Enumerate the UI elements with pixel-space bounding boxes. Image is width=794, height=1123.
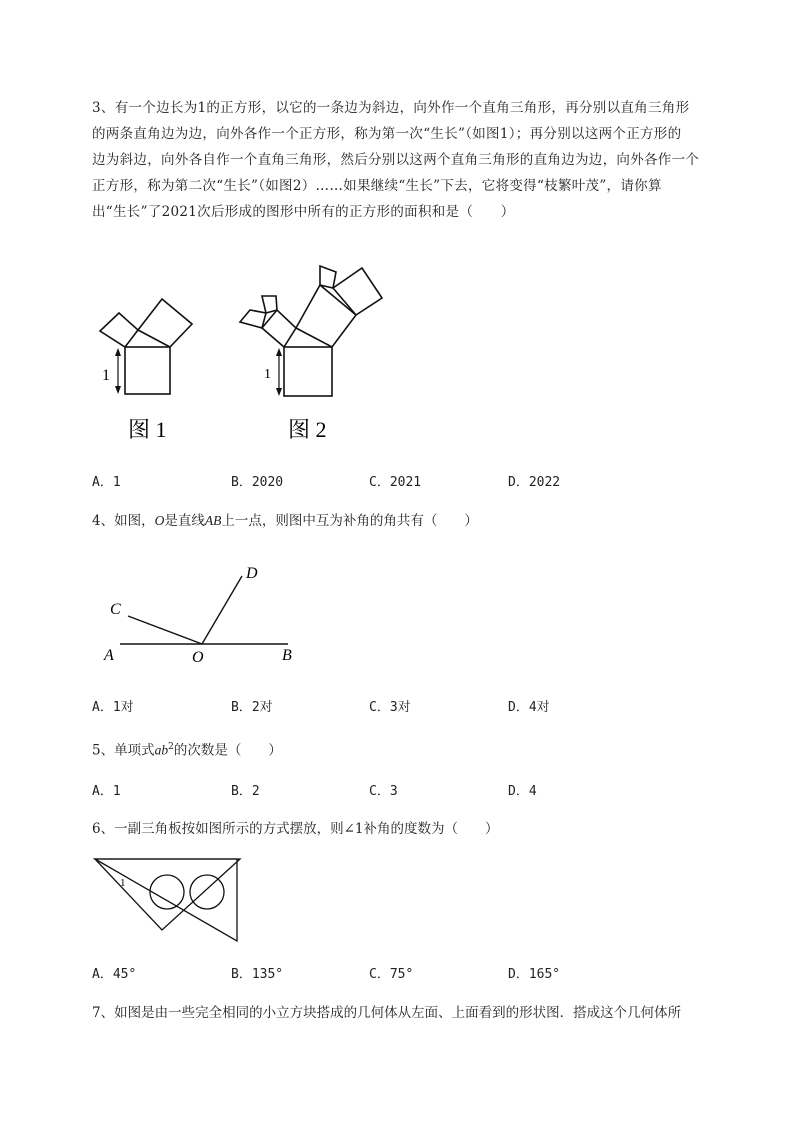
q4-option-c: C．3对: [369, 700, 411, 715]
ray-od: [202, 576, 242, 644]
label-d: D: [246, 565, 258, 582]
q3-text: [92, 95, 752, 225]
q3-line-3: 边为斜边，向外各自作一个直角三角形，然后分别以这两个直角三角形的直角边为边，向外各作一个: [92, 152, 700, 168]
fig2-base-square: [284, 347, 332, 396]
ray-oc: [128, 616, 202, 644]
q5-option-c: C．3: [369, 784, 398, 799]
label-o: O: [192, 649, 204, 666]
fig2-left-square: [262, 310, 296, 347]
fig1-side-label: 1: [102, 367, 110, 384]
q5-option-a: A．1: [92, 784, 121, 799]
q3-line-4: 正方形，称为第二次“生长”（如图2）……如果继续“生长”下去，它将变得“枝繁叶茂”，请你算: [92, 178, 662, 194]
fig1-right-square: [138, 299, 192, 347]
q6-option-c: C．75°: [369, 967, 414, 982]
q3-option-c: C．2021: [369, 475, 422, 490]
fig2-right-small-b: [333, 268, 382, 315]
label-a: A: [104, 647, 114, 664]
q5-option-b: B．2: [231, 784, 260, 799]
q4-figure: [100, 556, 310, 671]
q4-option-d: D．4对: [508, 700, 550, 715]
fig2-left-small-a: [240, 310, 266, 328]
fig2-caption: 图 2: [288, 417, 327, 442]
q6-option-a: A．45°: [92, 967, 137, 982]
fig2-left-small-b: [262, 296, 277, 313]
q6-option-d: D．165°: [508, 967, 561, 982]
fig2-side-label: 1: [264, 367, 271, 382]
triangle-ruler-2: [95, 859, 237, 941]
fig2-right-small-a: [320, 266, 336, 288]
q3-option-a: A．1: [92, 475, 121, 490]
fig2-right-square: [296, 285, 356, 347]
q3-line-1: 3、有一个边长为1的正方形，以它的一条边为斜边，向外作一个直角三角形，再分别以直角三角形: [92, 100, 690, 116]
angle-1-label: 1: [120, 877, 126, 889]
q4-option-a: A．1对: [92, 700, 134, 715]
q6-figure: [92, 856, 244, 946]
q6-text: 6、一副三角板按如图所示的方式摆放，则∠1补角的度数为（ ）: [92, 821, 499, 837]
fig1-base-square: [125, 347, 170, 394]
q6-option-b: B．135°: [231, 967, 284, 982]
q5-monomial: ab: [154, 742, 169, 758]
q3-line-2: 的两条直角边为边，向外各作一个正方形，称为第一次“生长”（如图1）；再分别以这两个正方形的: [92, 126, 682, 142]
q4-text: 4、如图，O是直线AB上一点，则图中互为补角的角共有（ ）: [92, 513, 478, 529]
q3-line-5: 出“生长”了2021次后形成的图形中所有的正方形的面积和是（ ）: [92, 204, 515, 220]
q3-option-d: D．2022: [508, 475, 561, 490]
label-c: C: [110, 601, 121, 618]
q4-option-b: B．2对: [231, 700, 273, 715]
q7-text: 7、如图是由一些完全相同的小立方块搭成的几何体从左面、上面看到的形状图．搭成这个几何体所: [92, 1005, 682, 1021]
ruler-hole-2: [190, 875, 224, 909]
q5-text: 5、单项式$ab^2$的次数是（ ）: [92, 742, 282, 759]
q3-figure-1: [90, 290, 200, 450]
q3-figure-2: [232, 258, 402, 450]
q3-option-b: B．2020: [231, 475, 284, 490]
fig1-caption: 图 1: [128, 417, 167, 442]
fig1-left-square: [100, 313, 138, 347]
ruler-hole-1: [150, 875, 184, 909]
triangle-ruler-1: [95, 859, 240, 930]
label-b: B: [282, 647, 292, 664]
q5-option-d: D．4: [508, 784, 537, 799]
